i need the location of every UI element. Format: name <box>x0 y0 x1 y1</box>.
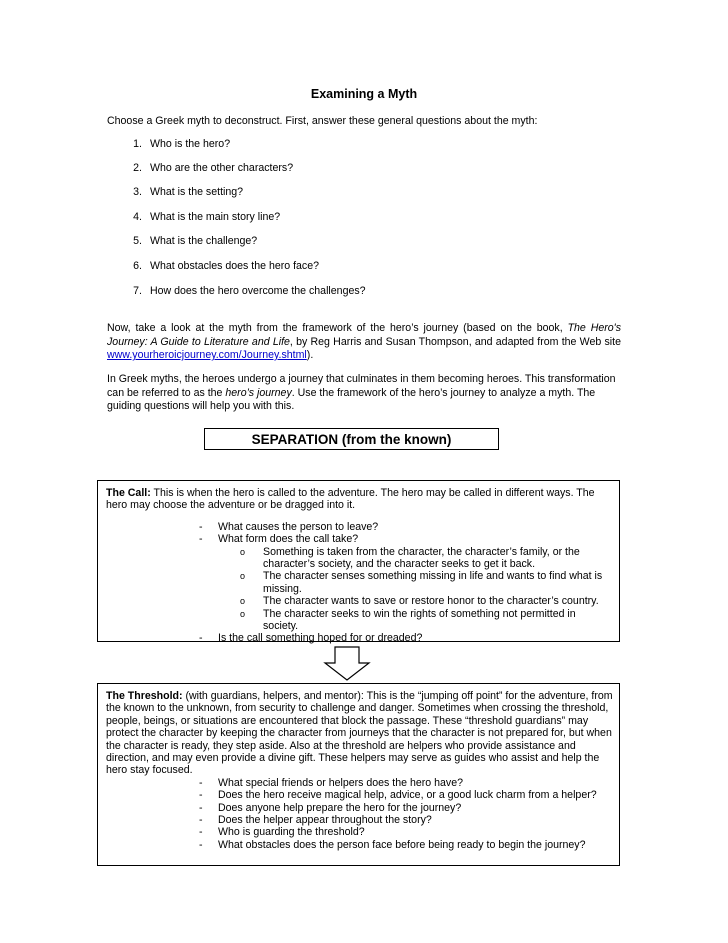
threshold-question: - Who is guarding the threshold? <box>199 826 365 839</box>
down-arrow-icon <box>322 646 372 682</box>
call-description: The Call: This is when the hero is called to the adventure. The hero may be called in different ways. The hero may choose the adventure or be dragged into it. <box>106 487 595 512</box>
threshold-question: - What obstacles does the person face before being ready to begin the journey? <box>199 838 586 851</box>
call-question: - What form does the call take? <box>199 533 359 546</box>
threshold-box <box>97 683 620 866</box>
call-sub-item: o The character wants to save or restore honor to the character’s country. <box>240 595 599 608</box>
list-item: 6. What obstacles does the hero face? <box>133 260 320 272</box>
threshold-label: The Threshold: <box>106 690 183 702</box>
page-title: Examining a Myth <box>310 87 418 101</box>
threshold-question: - Does anyone help prepare the hero for the journey? <box>199 801 462 814</box>
call-box <box>97 480 620 645</box>
list-item: 2. Who are the other characters? <box>133 162 294 174</box>
list-item: 3. What is the setting? <box>133 186 244 198</box>
intro-text: Choose a Greek myth to deconstruct. First, answer these general questions about the myth: <box>107 115 538 127</box>
threshold-question: - Does the helper appear throughout the story? <box>199 814 432 827</box>
call-sub-item: o Something is taken from the character, the character’s family, or the character’s society, and the character seeks to get it back. <box>240 545 580 571</box>
call-sub-item: o The character seeks to win the rights of something not permitted in society. <box>240 607 576 633</box>
call-question: - What causes the person to leave? <box>199 520 379 533</box>
framework-paragraph: Now, take a look at the myth from the framework of the hero’s journey (based on the book, The Hero's Journey: A Guide to Literature and Life, by Reg Harris and Susan Thompson, and adapted from the Web site www.yourheroicjourney.com/Journey.shtml). <box>107 322 621 361</box>
list-item: 1. Who is the hero? <box>133 138 231 150</box>
threshold-question: - What special friends or helpers does the hero have? <box>199 776 463 789</box>
call-sub-item: o The character senses something missing in life and wants to find what is missing. <box>240 570 603 595</box>
call-label: The Call: <box>106 487 151 499</box>
list-item: 5. What is the challenge? <box>133 235 258 247</box>
separation-heading: SEPARATION (from the known) <box>204 428 499 450</box>
list-item: 7. How does the hero overcome the challenges? <box>133 285 366 297</box>
call-question: - Is the call something hoped for or dreaded? <box>199 632 423 645</box>
book-title: The Hero's Journey: A Guide to Literature and Life <box>107 322 621 348</box>
threshold-description: The Threshold: (with guardians, helpers, and mentor): This is the “jumping off point” for the adventure, from the known to the unknown, from security to challenge and danger. Sometimes when crossing the threshold, people, beings, or situations are encountered that block the passage. These “threshold guardians” may protect the character by keeping the character from journeys that the character is not prepared for, but when the character is ready, they step aside. Also at the threshold are helpers who provide assistance and direction, and may even provide a divine gift. These helpers may serve as guides who assist and help the hero stay focused. <box>106 690 613 777</box>
source-link[interactable]: www.yourheroicjourney.com/Journey.shtml <box>107 349 307 361</box>
threshold-question: - Does the hero receive magical help, advice, or a good luck charm from a helper? <box>199 789 597 802</box>
greek-myths-paragraph: In Greek myths, the heroes undergo a journey that culminates in them becoming heroes. This transformation can be referred to as the hero’s journey. Use the framework of the hero’s journey to analyze a myth. The guiding questions will help you with this. <box>107 373 616 412</box>
list-item: 4. What is the main story line? <box>133 211 281 223</box>
